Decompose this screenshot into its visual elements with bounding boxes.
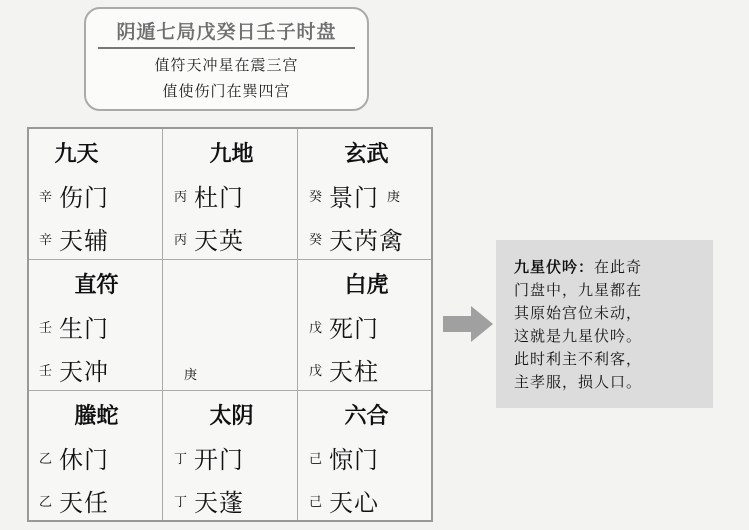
star-row <box>174 483 244 515</box>
star-row <box>39 221 109 253</box>
heaven-stem: 辛 <box>39 190 53 205</box>
heaven-stem: 壬 <box>39 364 53 379</box>
star-row <box>174 221 244 253</box>
center-stem: 庚 <box>184 368 198 383</box>
deity-label: 九天 <box>54 142 99 167</box>
star-name: 天辅 <box>59 227 109 255</box>
zhishi-line: 值使伤门在巽四宫 <box>162 82 291 100</box>
star-row <box>309 221 404 253</box>
deity-label: 直符 <box>74 273 119 298</box>
note-line: 主孝服，损人口。 <box>514 373 643 391</box>
star-row <box>39 352 109 384</box>
zhifu-line: 值符天冲星在震三宫 <box>154 56 299 74</box>
star-name: 天冲 <box>59 358 109 386</box>
star-row <box>39 483 109 515</box>
note-line: 其原始宫位未动， <box>514 304 643 322</box>
door-row <box>309 440 379 472</box>
palace-zhen-3 <box>29 260 164 391</box>
door-name: 伤门 <box>59 184 109 212</box>
note-label: 九星伏吟： <box>514 258 595 276</box>
earth-stem: 庚 <box>387 190 401 205</box>
note-text <box>514 256 704 394</box>
star-name: 天芮禽 <box>329 227 404 255</box>
star-row <box>309 483 379 515</box>
heaven-stem: 戊 <box>309 364 323 379</box>
star-name: 天心 <box>329 489 379 517</box>
door-name: 惊门 <box>329 446 379 474</box>
heaven-stem: 癸 <box>309 190 323 205</box>
deity-label: 螣蛇 <box>74 404 119 429</box>
door-row <box>174 178 244 210</box>
door-row <box>39 440 109 472</box>
palace-xun-4 <box>29 129 164 260</box>
qimen-grid <box>27 127 433 522</box>
star-name: 天任 <box>59 489 109 517</box>
door-row <box>39 309 109 341</box>
explanation-note <box>496 240 713 408</box>
heaven-stem: 己 <box>309 495 323 510</box>
heaven-stem: 己 <box>309 452 323 467</box>
palace-dui-7 <box>299 260 434 391</box>
palace-gen-8 <box>29 391 164 522</box>
heaven-stem: 丙 <box>174 190 188 205</box>
star-row <box>309 352 379 384</box>
heaven-stem: 癸 <box>309 233 323 248</box>
star-name: 天英 <box>194 227 244 255</box>
heaven-stem: 戊 <box>309 321 323 336</box>
note-line: 此时利主不利客， <box>514 350 643 368</box>
door-row <box>39 178 109 210</box>
chart-title-box <box>84 7 369 111</box>
deity-label: 六合 <box>344 404 389 429</box>
door-row <box>174 440 244 472</box>
deity-label: 玄武 <box>344 142 389 167</box>
note-line: 这就是九星伏吟。 <box>514 327 643 345</box>
note-line: 在此奇 <box>594 258 643 276</box>
palace-kan-1 <box>164 391 299 522</box>
door-name: 休门 <box>59 446 109 474</box>
door-row <box>309 178 400 210</box>
heaven-stem: 乙 <box>39 452 53 467</box>
deity-label: 太阴 <box>209 404 254 429</box>
star-name: 天蓬 <box>194 489 244 517</box>
arrow-right-icon <box>443 304 493 344</box>
deity-label: 九地 <box>209 142 254 167</box>
star-name: 天柱 <box>329 358 379 386</box>
palace-qian-6 <box>299 391 434 522</box>
palace-li-9 <box>164 129 299 260</box>
door-name: 生门 <box>59 315 109 343</box>
heaven-stem: 壬 <box>39 321 53 336</box>
chart-title: 阴遁七局戊癸日壬子时盘 <box>116 21 337 43</box>
heaven-stem: 丁 <box>174 452 188 467</box>
palace-center-5 <box>164 260 299 391</box>
door-name: 开门 <box>194 446 244 474</box>
door-name: 杜门 <box>194 184 244 212</box>
heaven-stem: 乙 <box>39 495 53 510</box>
door-name: 死门 <box>329 315 379 343</box>
title-divider <box>98 47 355 49</box>
heaven-stem: 丙 <box>174 233 188 248</box>
door-name: 景门 <box>329 184 379 212</box>
heaven-stem: 丁 <box>174 495 188 510</box>
deity-label: 白虎 <box>344 273 389 298</box>
door-row <box>309 309 379 341</box>
note-line: 门盘中，九星都在 <box>514 281 643 299</box>
palace-kun-2 <box>299 129 434 260</box>
heaven-stem: 辛 <box>39 233 53 248</box>
